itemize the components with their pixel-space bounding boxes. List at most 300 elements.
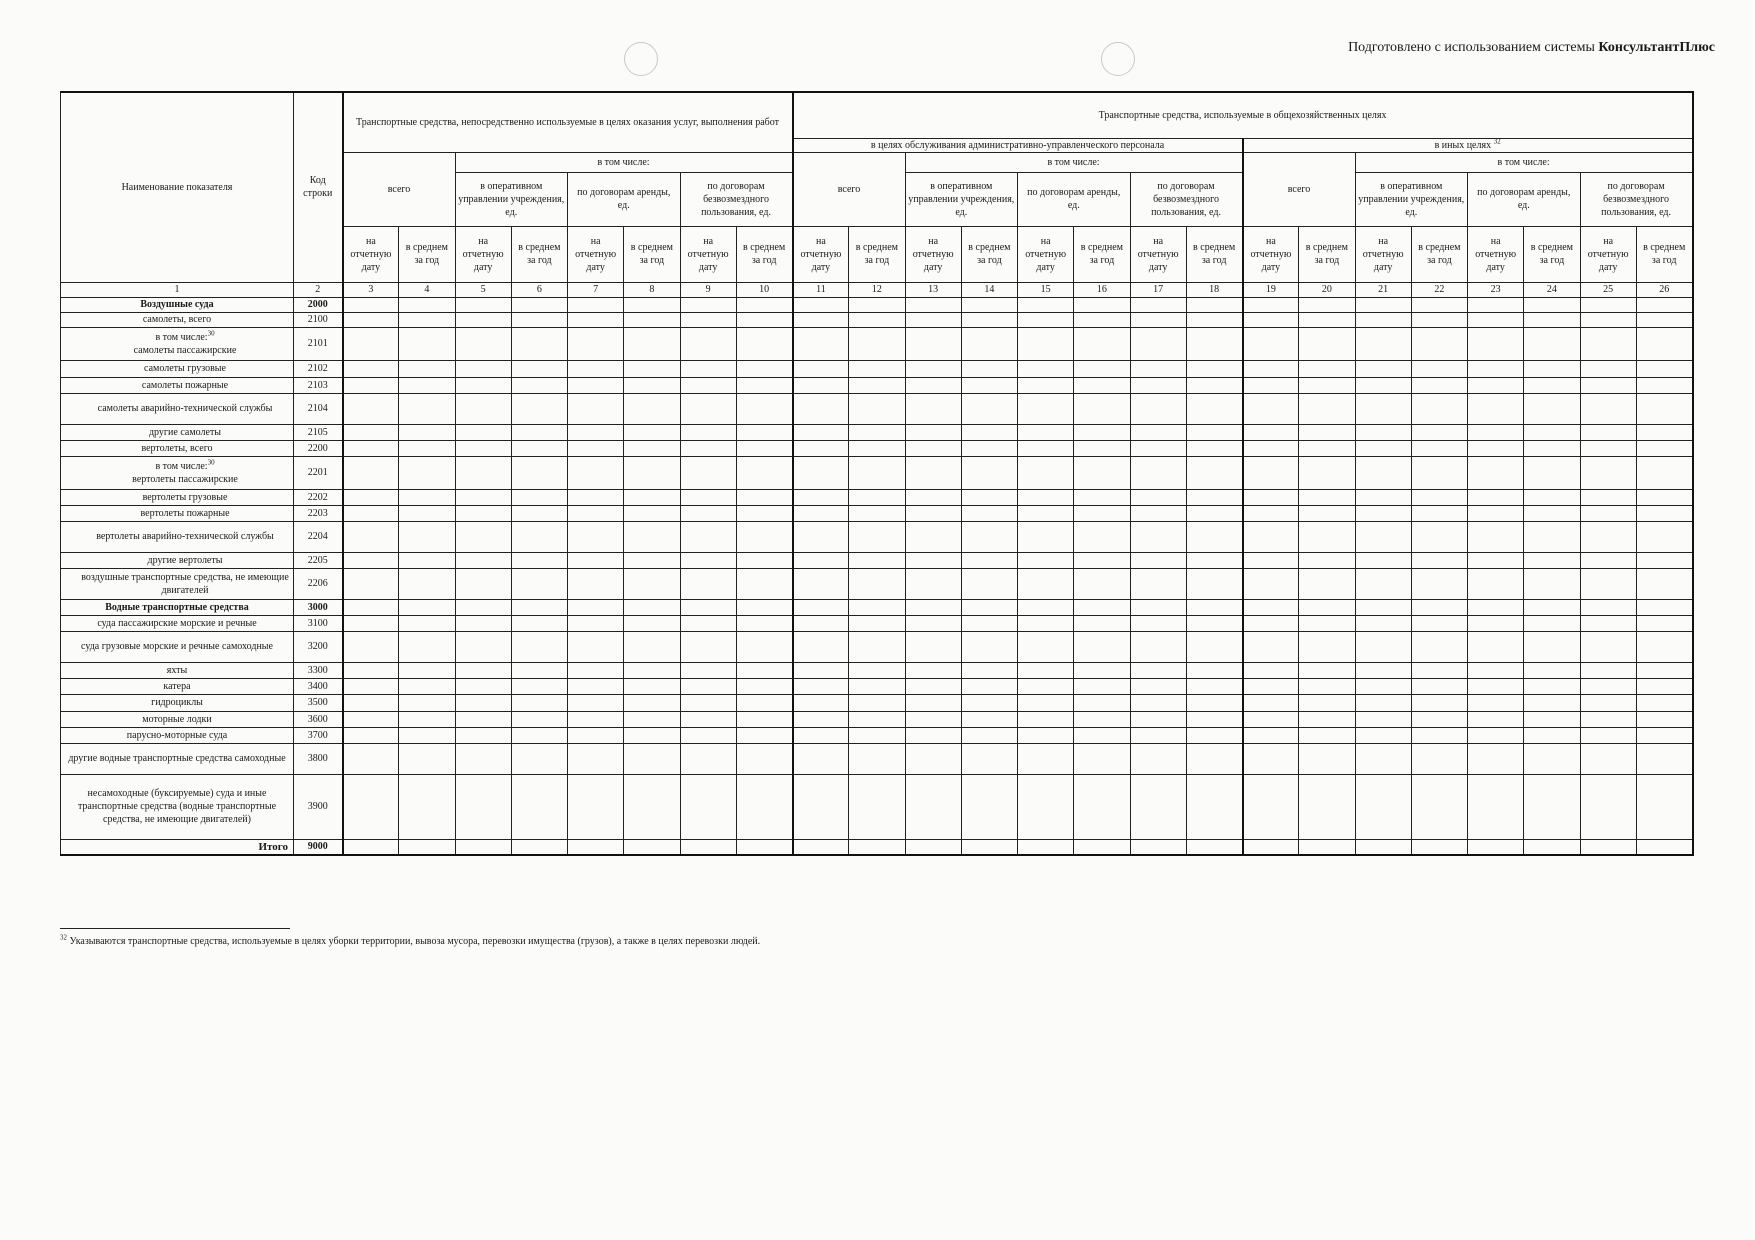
data-cell[interactable] <box>511 599 567 615</box>
data-cell[interactable] <box>736 327 792 360</box>
data-cell[interactable] <box>1074 839 1130 855</box>
data-cell[interactable] <box>1074 727 1130 743</box>
data-cell[interactable] <box>343 615 399 631</box>
data-cell[interactable] <box>399 694 455 711</box>
data-cell[interactable] <box>1243 489 1299 505</box>
data-cell[interactable] <box>1355 360 1411 377</box>
data-cell[interactable] <box>1411 599 1467 615</box>
data-cell[interactable] <box>1130 297 1186 312</box>
data-cell[interactable] <box>736 599 792 615</box>
data-cell[interactable] <box>1018 440 1074 456</box>
data-cell[interactable] <box>1130 489 1186 505</box>
data-cell[interactable] <box>399 774 455 839</box>
data-cell[interactable] <box>1074 297 1130 312</box>
data-cell[interactable] <box>1468 743 1524 774</box>
data-cell[interactable] <box>399 440 455 456</box>
data-cell[interactable] <box>1580 521 1636 552</box>
data-cell[interactable] <box>1074 552 1130 568</box>
data-cell[interactable] <box>1355 727 1411 743</box>
data-cell[interactable] <box>1411 615 1467 631</box>
data-cell[interactable] <box>1299 489 1355 505</box>
data-cell[interactable] <box>343 552 399 568</box>
data-cell[interactable] <box>1468 521 1524 552</box>
data-cell[interactable] <box>1524 568 1580 599</box>
data-cell[interactable] <box>1636 727 1692 743</box>
data-cell[interactable] <box>1411 727 1467 743</box>
data-cell[interactable] <box>1524 456 1580 489</box>
data-cell[interactable] <box>1411 393 1467 424</box>
data-cell[interactable] <box>1411 297 1467 312</box>
data-cell[interactable] <box>680 360 736 377</box>
data-cell[interactable] <box>1355 440 1411 456</box>
data-cell[interactable] <box>1636 694 1692 711</box>
data-cell[interactable] <box>455 489 511 505</box>
data-cell[interactable] <box>1580 440 1636 456</box>
data-cell[interactable] <box>1355 678 1411 694</box>
data-cell[interactable] <box>905 727 961 743</box>
data-cell[interactable] <box>1636 615 1692 631</box>
data-cell[interactable] <box>793 678 849 694</box>
data-cell[interactable] <box>624 727 680 743</box>
data-cell[interactable] <box>1411 568 1467 599</box>
data-cell[interactable] <box>1524 505 1580 521</box>
data-cell[interactable] <box>1468 839 1524 855</box>
data-cell[interactable] <box>1468 440 1524 456</box>
data-cell[interactable] <box>680 552 736 568</box>
data-cell[interactable] <box>1468 312 1524 327</box>
data-cell[interactable] <box>568 662 624 678</box>
data-cell[interactable] <box>1186 424 1242 440</box>
data-cell[interactable] <box>905 505 961 521</box>
data-cell[interactable] <box>624 489 680 505</box>
data-cell[interactable] <box>1411 631 1467 662</box>
data-cell[interactable] <box>1186 727 1242 743</box>
data-cell[interactable] <box>1243 568 1299 599</box>
data-cell[interactable] <box>736 456 792 489</box>
data-cell[interactable] <box>1524 711 1580 727</box>
data-cell[interactable] <box>1186 678 1242 694</box>
data-cell[interactable] <box>1299 360 1355 377</box>
data-cell[interactable] <box>1355 599 1411 615</box>
data-cell[interactable] <box>1468 505 1524 521</box>
data-cell[interactable] <box>1186 440 1242 456</box>
data-cell[interactable] <box>1074 521 1130 552</box>
data-cell[interactable] <box>511 743 567 774</box>
data-cell[interactable] <box>1524 312 1580 327</box>
data-cell[interactable] <box>961 297 1017 312</box>
data-cell[interactable] <box>905 489 961 505</box>
data-cell[interactable] <box>1186 521 1242 552</box>
data-cell[interactable] <box>1018 424 1074 440</box>
data-cell[interactable] <box>736 711 792 727</box>
data-cell[interactable] <box>399 631 455 662</box>
data-cell[interactable] <box>1299 568 1355 599</box>
data-cell[interactable] <box>1580 327 1636 360</box>
data-cell[interactable] <box>793 615 849 631</box>
data-cell[interactable] <box>736 678 792 694</box>
data-cell[interactable] <box>1524 377 1580 393</box>
data-cell[interactable] <box>343 424 399 440</box>
data-cell[interactable] <box>624 440 680 456</box>
data-cell[interactable] <box>1468 662 1524 678</box>
data-cell[interactable] <box>1524 615 1580 631</box>
data-cell[interactable] <box>1411 743 1467 774</box>
data-cell[interactable] <box>736 360 792 377</box>
data-cell[interactable] <box>511 377 567 393</box>
data-cell[interactable] <box>455 505 511 521</box>
data-cell[interactable] <box>1580 393 1636 424</box>
data-cell[interactable] <box>1468 393 1524 424</box>
data-cell[interactable] <box>1468 327 1524 360</box>
data-cell[interactable] <box>849 521 905 552</box>
data-cell[interactable] <box>1411 377 1467 393</box>
data-cell[interactable] <box>1411 440 1467 456</box>
data-cell[interactable] <box>568 456 624 489</box>
data-cell[interactable] <box>1018 377 1074 393</box>
data-cell[interactable] <box>905 678 961 694</box>
data-cell[interactable] <box>1299 615 1355 631</box>
data-cell[interactable] <box>1580 631 1636 662</box>
data-cell[interactable] <box>736 774 792 839</box>
data-cell[interactable] <box>680 393 736 424</box>
data-cell[interactable] <box>455 694 511 711</box>
data-cell[interactable] <box>1299 327 1355 360</box>
data-cell[interactable] <box>399 615 455 631</box>
data-cell[interactable] <box>1130 312 1186 327</box>
data-cell[interactable] <box>624 774 680 839</box>
data-cell[interactable] <box>793 456 849 489</box>
data-cell[interactable] <box>736 377 792 393</box>
data-cell[interactable] <box>1636 568 1692 599</box>
data-cell[interactable] <box>343 711 399 727</box>
data-cell[interactable] <box>680 727 736 743</box>
data-cell[interactable] <box>1524 662 1580 678</box>
data-cell[interactable] <box>1468 456 1524 489</box>
data-cell[interactable] <box>1580 694 1636 711</box>
data-cell[interactable] <box>1468 711 1524 727</box>
data-cell[interactable] <box>1299 694 1355 711</box>
data-cell[interactable] <box>736 694 792 711</box>
data-cell[interactable] <box>1524 360 1580 377</box>
data-cell[interactable] <box>568 327 624 360</box>
data-cell[interactable] <box>399 456 455 489</box>
data-cell[interactable] <box>1243 678 1299 694</box>
data-cell[interactable] <box>1299 552 1355 568</box>
data-cell[interactable] <box>511 456 567 489</box>
data-cell[interactable] <box>1130 393 1186 424</box>
data-cell[interactable] <box>1355 505 1411 521</box>
data-cell[interactable] <box>1355 297 1411 312</box>
data-cell[interactable] <box>849 615 905 631</box>
data-cell[interactable] <box>1580 743 1636 774</box>
data-cell[interactable] <box>849 489 905 505</box>
data-cell[interactable] <box>343 694 399 711</box>
data-cell[interactable] <box>343 568 399 599</box>
data-cell[interactable] <box>1411 839 1467 855</box>
data-cell[interactable] <box>1243 711 1299 727</box>
data-cell[interactable] <box>1524 521 1580 552</box>
data-cell[interactable] <box>1636 377 1692 393</box>
data-cell[interactable] <box>1580 360 1636 377</box>
data-cell[interactable] <box>511 711 567 727</box>
data-cell[interactable] <box>1186 393 1242 424</box>
data-cell[interactable] <box>1074 743 1130 774</box>
data-cell[interactable] <box>1074 631 1130 662</box>
data-cell[interactable] <box>1355 711 1411 727</box>
data-cell[interactable] <box>1468 727 1524 743</box>
data-cell[interactable] <box>1580 424 1636 440</box>
data-cell[interactable] <box>1074 440 1130 456</box>
data-cell[interactable] <box>1355 393 1411 424</box>
data-cell[interactable] <box>849 694 905 711</box>
data-cell[interactable] <box>568 521 624 552</box>
data-cell[interactable] <box>1186 552 1242 568</box>
data-cell[interactable] <box>399 839 455 855</box>
data-cell[interactable] <box>1524 631 1580 662</box>
data-cell[interactable] <box>1018 521 1074 552</box>
data-cell[interactable] <box>1130 424 1186 440</box>
data-cell[interactable] <box>905 440 961 456</box>
data-cell[interactable] <box>1524 694 1580 711</box>
data-cell[interactable] <box>1243 440 1299 456</box>
data-cell[interactable] <box>1468 552 1524 568</box>
data-cell[interactable] <box>1580 678 1636 694</box>
data-cell[interactable] <box>624 505 680 521</box>
data-cell[interactable] <box>455 312 511 327</box>
data-cell[interactable] <box>1243 774 1299 839</box>
data-cell[interactable] <box>1130 839 1186 855</box>
data-cell[interactable] <box>905 615 961 631</box>
data-cell[interactable] <box>511 631 567 662</box>
data-cell[interactable] <box>793 521 849 552</box>
data-cell[interactable] <box>1411 360 1467 377</box>
data-cell[interactable] <box>736 440 792 456</box>
data-cell[interactable] <box>849 456 905 489</box>
data-cell[interactable] <box>849 297 905 312</box>
data-cell[interactable] <box>680 327 736 360</box>
data-cell[interactable] <box>1018 662 1074 678</box>
data-cell[interactable] <box>905 456 961 489</box>
data-cell[interactable] <box>905 743 961 774</box>
data-cell[interactable] <box>455 327 511 360</box>
data-cell[interactable] <box>455 521 511 552</box>
data-cell[interactable] <box>624 839 680 855</box>
data-cell[interactable] <box>511 327 567 360</box>
data-cell[interactable] <box>343 743 399 774</box>
data-cell[interactable] <box>1243 727 1299 743</box>
data-cell[interactable] <box>568 505 624 521</box>
data-cell[interactable] <box>849 839 905 855</box>
data-cell[interactable] <box>905 377 961 393</box>
data-cell[interactable] <box>736 568 792 599</box>
data-cell[interactable] <box>1243 424 1299 440</box>
data-cell[interactable] <box>1018 505 1074 521</box>
data-cell[interactable] <box>455 568 511 599</box>
data-cell[interactable] <box>1018 489 1074 505</box>
data-cell[interactable] <box>1636 297 1692 312</box>
data-cell[interactable] <box>1355 568 1411 599</box>
data-cell[interactable] <box>680 599 736 615</box>
data-cell[interactable] <box>1299 521 1355 552</box>
data-cell[interactable] <box>1580 489 1636 505</box>
data-cell[interactable] <box>1524 678 1580 694</box>
data-cell[interactable] <box>568 440 624 456</box>
data-cell[interactable] <box>849 360 905 377</box>
data-cell[interactable] <box>455 360 511 377</box>
data-cell[interactable] <box>1243 297 1299 312</box>
data-cell[interactable] <box>793 774 849 839</box>
data-cell[interactable] <box>455 615 511 631</box>
data-cell[interactable] <box>399 599 455 615</box>
data-cell[interactable] <box>905 393 961 424</box>
data-cell[interactable] <box>849 568 905 599</box>
data-cell[interactable] <box>1186 839 1242 855</box>
data-cell[interactable] <box>1074 662 1130 678</box>
data-cell[interactable] <box>1411 662 1467 678</box>
data-cell[interactable] <box>961 694 1017 711</box>
data-cell[interactable] <box>1243 552 1299 568</box>
data-cell[interactable] <box>511 424 567 440</box>
data-cell[interactable] <box>1186 774 1242 839</box>
data-cell[interactable] <box>1130 521 1186 552</box>
data-cell[interactable] <box>1130 568 1186 599</box>
data-cell[interactable] <box>1018 297 1074 312</box>
data-cell[interactable] <box>511 839 567 855</box>
data-cell[interactable] <box>399 312 455 327</box>
data-cell[interactable] <box>736 297 792 312</box>
data-cell[interactable] <box>849 312 905 327</box>
data-cell[interactable] <box>1468 424 1524 440</box>
data-cell[interactable] <box>961 711 1017 727</box>
data-cell[interactable] <box>1074 456 1130 489</box>
data-cell[interactable] <box>1074 774 1130 839</box>
data-cell[interactable] <box>1524 424 1580 440</box>
data-cell[interactable] <box>399 377 455 393</box>
data-cell[interactable] <box>624 568 680 599</box>
data-cell[interactable] <box>1018 456 1074 489</box>
data-cell[interactable] <box>1130 774 1186 839</box>
data-cell[interactable] <box>1074 424 1130 440</box>
data-cell[interactable] <box>1524 774 1580 839</box>
data-cell[interactable] <box>1355 774 1411 839</box>
data-cell[interactable] <box>399 327 455 360</box>
data-cell[interactable] <box>905 521 961 552</box>
data-cell[interactable] <box>1580 505 1636 521</box>
data-cell[interactable] <box>399 297 455 312</box>
data-cell[interactable] <box>1355 312 1411 327</box>
data-cell[interactable] <box>1580 615 1636 631</box>
data-cell[interactable] <box>1468 489 1524 505</box>
data-cell[interactable] <box>624 456 680 489</box>
data-cell[interactable] <box>1355 631 1411 662</box>
data-cell[interactable] <box>624 377 680 393</box>
data-cell[interactable] <box>624 743 680 774</box>
data-cell[interactable] <box>568 377 624 393</box>
data-cell[interactable] <box>1636 505 1692 521</box>
data-cell[interactable] <box>680 678 736 694</box>
data-cell[interactable] <box>793 360 849 377</box>
data-cell[interactable] <box>624 360 680 377</box>
data-cell[interactable] <box>511 727 567 743</box>
data-cell[interactable] <box>961 521 1017 552</box>
data-cell[interactable] <box>1243 327 1299 360</box>
data-cell[interactable] <box>455 839 511 855</box>
data-cell[interactable] <box>568 297 624 312</box>
data-cell[interactable] <box>1355 694 1411 711</box>
data-cell[interactable] <box>1186 327 1242 360</box>
data-cell[interactable] <box>399 711 455 727</box>
data-cell[interactable] <box>961 489 1017 505</box>
data-cell[interactable] <box>793 377 849 393</box>
data-cell[interactable] <box>511 297 567 312</box>
data-cell[interactable] <box>849 377 905 393</box>
data-cell[interactable] <box>1636 599 1692 615</box>
data-cell[interactable] <box>1580 662 1636 678</box>
data-cell[interactable] <box>1355 377 1411 393</box>
data-cell[interactable] <box>961 552 1017 568</box>
data-cell[interactable] <box>455 711 511 727</box>
data-cell[interactable] <box>849 424 905 440</box>
data-cell[interactable] <box>624 327 680 360</box>
data-cell[interactable] <box>680 312 736 327</box>
data-cell[interactable] <box>1018 839 1074 855</box>
data-cell[interactable] <box>1580 774 1636 839</box>
data-cell[interactable] <box>1636 312 1692 327</box>
data-cell[interactable] <box>961 393 1017 424</box>
data-cell[interactable] <box>455 662 511 678</box>
data-cell[interactable] <box>1299 631 1355 662</box>
data-cell[interactable] <box>1580 727 1636 743</box>
data-cell[interactable] <box>1130 440 1186 456</box>
data-cell[interactable] <box>1299 743 1355 774</box>
data-cell[interactable] <box>736 727 792 743</box>
data-cell[interactable] <box>1580 711 1636 727</box>
data-cell[interactable] <box>849 599 905 615</box>
data-cell[interactable] <box>399 360 455 377</box>
data-cell[interactable] <box>1636 678 1692 694</box>
data-cell[interactable] <box>1130 552 1186 568</box>
data-cell[interactable] <box>1355 552 1411 568</box>
data-cell[interactable] <box>511 505 567 521</box>
data-cell[interactable] <box>1636 360 1692 377</box>
data-cell[interactable] <box>511 615 567 631</box>
data-cell[interactable] <box>1186 568 1242 599</box>
data-cell[interactable] <box>1299 678 1355 694</box>
data-cell[interactable] <box>1355 327 1411 360</box>
data-cell[interactable] <box>1468 678 1524 694</box>
data-cell[interactable] <box>961 678 1017 694</box>
data-cell[interactable] <box>1186 599 1242 615</box>
data-cell[interactable] <box>1243 615 1299 631</box>
data-cell[interactable] <box>1524 327 1580 360</box>
data-cell[interactable] <box>1580 456 1636 489</box>
data-cell[interactable] <box>1411 312 1467 327</box>
data-cell[interactable] <box>343 631 399 662</box>
data-cell[interactable] <box>736 424 792 440</box>
data-cell[interactable] <box>511 774 567 839</box>
data-cell[interactable] <box>1411 552 1467 568</box>
data-cell[interactable] <box>399 393 455 424</box>
data-cell[interactable] <box>680 456 736 489</box>
data-cell[interactable] <box>624 599 680 615</box>
data-cell[interactable] <box>624 393 680 424</box>
data-cell[interactable] <box>399 662 455 678</box>
data-cell[interactable] <box>849 711 905 727</box>
data-cell[interactable] <box>1411 456 1467 489</box>
data-cell[interactable] <box>1411 424 1467 440</box>
data-cell[interactable] <box>1018 568 1074 599</box>
data-cell[interactable] <box>849 327 905 360</box>
